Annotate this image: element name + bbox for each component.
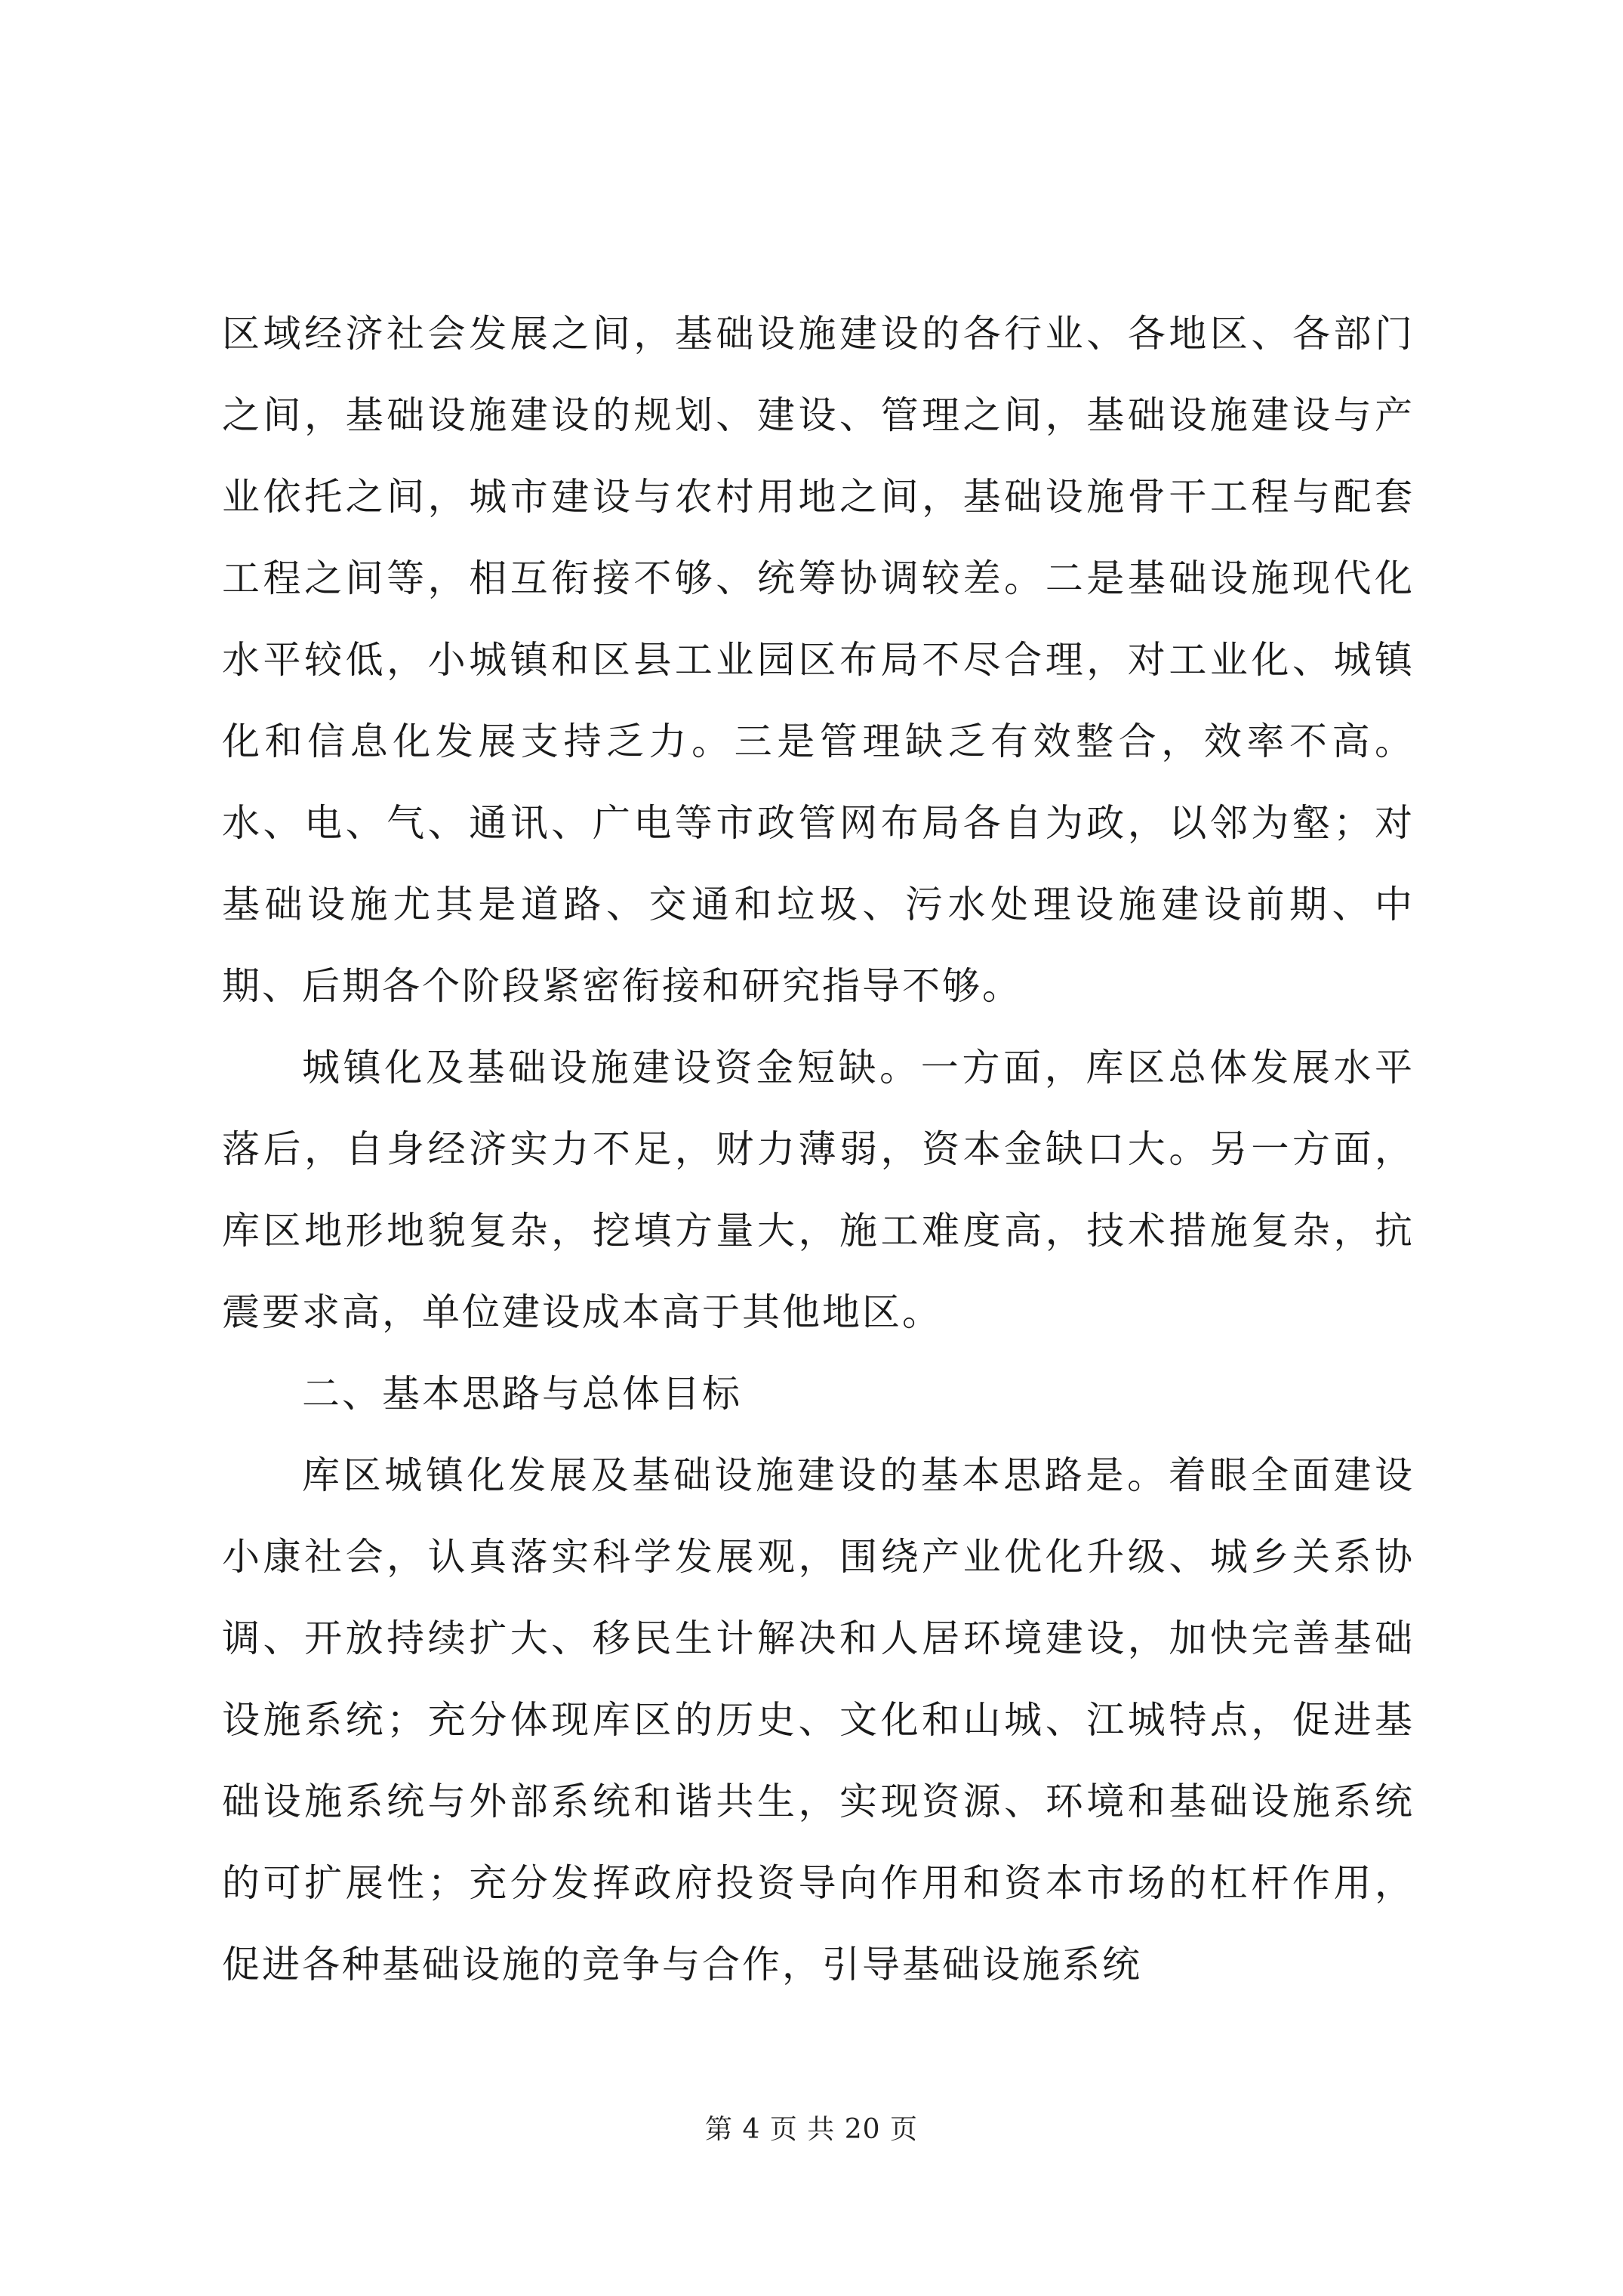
- paragraph-3: 库区城镇化发展及基础设施建设的基本思路是。着眼全面建设小康社会，认真落实科学发展观，围绕产业优化升级、城乡关系协调、开放持续扩大、移民生计解决和人居环境建设，加快完善基础设施系统；充分体现库区的历史、文化和山城、江城特点，促进基础设施系统与外部系统和谐共生，实现资源、环境和基础设施系统的可扩展性；充分发挥政府投资导向作用和资本市场的杠杆作用，促进各种基础设施的竞争与合作，引导基础设施系统: [222, 1453, 1415, 1986]
- page-number-footer: 第 4 页 共 20 页: [705, 2114, 918, 2145]
- paragraph-1: 区域经济社会发展之间，基础设施建设的各行业、各地区、各部门之间，基础设施建设的规划、建设、管理之间，基础设施建设与产业依托之间，城市建设与农村用地之间，基础设施骨干工程与配套工程之间等，相互衔接不够、统筹协调较差。二是基础设施现代化水平较低，小城镇和区县工业园区布局不尽合理，对工业化、城镇化和信息化发展支持乏力。三是管理缺乏有效整合，效率不高。水、电、气、通讯、广电等市政管网布局各自为政，以邻为壑；对基础设施尤其是道路、交通和垃圾、污水处理设施建设前期、中期、后期各个阶段紧密衔接和研究指导不够。: [222, 312, 1415, 1008]
- paragraph-2: 城镇化及基础设施建设资金短缺。一方面，库区总体发展水平落后，自身经济实力不足，财力薄弱，资本金缺口大。另一方面，库区地形地貌复杂，挖填方量大，施工难度高，技术措施复杂，抗震要求高，单位建设成本高于其他地区。: [222, 1046, 1415, 1334]
- section-heading: 二、基本思路与总体目标: [302, 1372, 742, 1416]
- body-text: [222, 293, 1415, 2005]
